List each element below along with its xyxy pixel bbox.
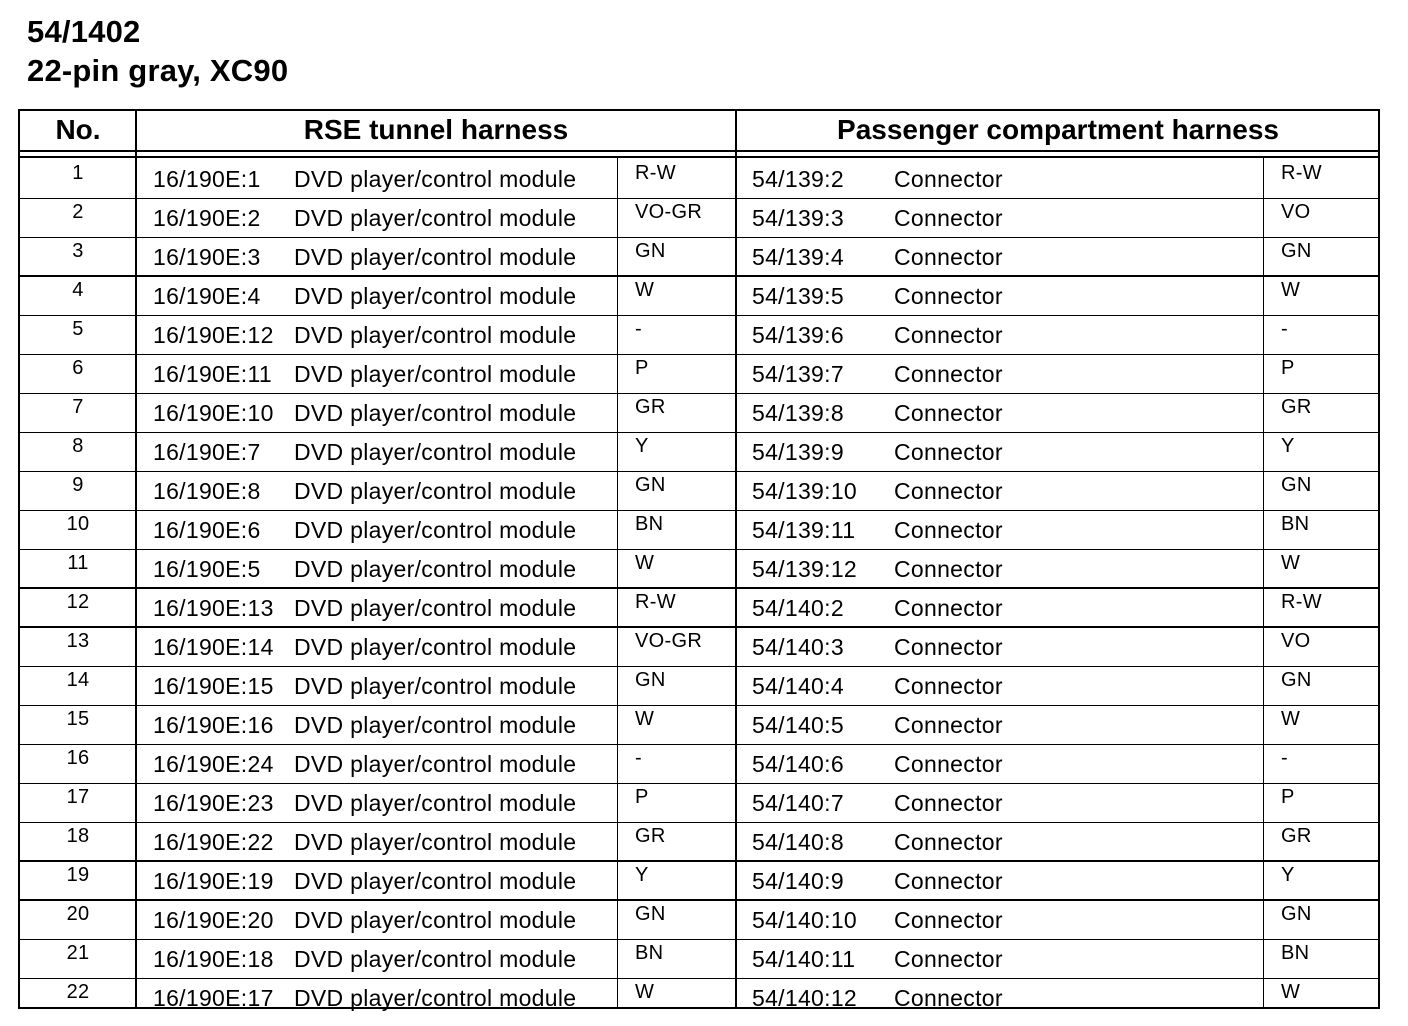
table-row	[20, 394, 1378, 433]
rse-pin: 16/190E:18	[153, 946, 274, 972]
passenger-pin: 54/140:9	[752, 868, 844, 894]
passenger-description: Connector	[894, 322, 1003, 348]
passenger-wire-color: P	[1281, 357, 1295, 379]
row-number: 20	[66, 903, 90, 925]
table-row	[20, 238, 1378, 277]
passenger-wire-color: VO	[1281, 201, 1311, 223]
header-rse: RSE tunnel harness	[303, 114, 569, 145]
passenger-pin: 54/139:3	[752, 205, 844, 231]
header-no: No.	[55, 114, 101, 145]
rse-wire-color: VO-GR	[635, 201, 703, 223]
row-number: 8	[72, 435, 84, 457]
table-row	[20, 160, 1378, 199]
passenger-description: Connector	[894, 946, 1003, 972]
pin-table	[18, 109, 1380, 1009]
passenger-description: Connector	[894, 478, 1003, 504]
rse-wire-color: W	[635, 552, 655, 574]
rse-pin: 16/190E:11	[153, 361, 272, 387]
passenger-wire-color: W	[1281, 279, 1301, 301]
rse-description: DVD player/control module	[294, 166, 577, 192]
rse-wire-color: W	[635, 279, 655, 301]
rse-wire-color: BN	[635, 942, 664, 964]
table-row	[20, 745, 1378, 784]
rse-description: DVD player/control module	[294, 283, 577, 309]
row-number: 10	[66, 513, 90, 535]
row-number: 7	[72, 396, 84, 418]
rse-pin: 16/190E:20	[153, 907, 274, 933]
passenger-description: Connector	[894, 439, 1003, 465]
rse-pin: 16/190E:5	[153, 556, 261, 582]
passenger-description: Connector	[894, 673, 1003, 699]
rse-description: DVD player/control module	[294, 205, 577, 231]
passenger-wire-color: W	[1281, 981, 1301, 1003]
passenger-pin: 54/139:4	[752, 244, 844, 270]
table-row	[20, 940, 1378, 979]
passenger-pin: 54/140:8	[752, 829, 844, 855]
rse-pin: 16/190E:10	[153, 400, 274, 426]
passenger-wire-color: GN	[1281, 903, 1312, 925]
passenger-description: Connector	[894, 712, 1003, 738]
rse-wire-color: P	[635, 786, 649, 808]
table-row	[20, 979, 1378, 1018]
rse-description: DVD player/control module	[294, 790, 577, 816]
rse-wire-color: R-W	[635, 162, 676, 184]
table-row	[20, 628, 1378, 667]
passenger-wire-color: VO	[1281, 630, 1311, 652]
header-divider	[20, 152, 1378, 158]
passenger-pin: 54/140:7	[752, 790, 844, 816]
row-number: 22	[66, 981, 90, 1003]
table-row	[20, 706, 1378, 745]
passenger-pin: 54/140:12	[752, 985, 858, 1011]
rse-wire-color: -	[635, 747, 642, 769]
rse-pin: 16/190E:22	[153, 829, 274, 855]
rse-pin: 16/190E:6	[153, 517, 261, 543]
rse-description: DVD player/control module	[294, 673, 577, 699]
rse-wire-color: R-W	[635, 591, 676, 613]
rse-wire-color: GN	[635, 903, 666, 925]
rse-pin: 16/190E:19	[153, 868, 274, 894]
rse-wire-color: GR	[635, 825, 666, 847]
table-row	[20, 316, 1378, 355]
passenger-pin: 54/140:3	[752, 634, 844, 660]
rse-wire-color: W	[635, 708, 655, 730]
passenger-wire-color: GR	[1281, 825, 1312, 847]
rse-description: DVD player/control module	[294, 244, 577, 270]
rse-wire-color: GN	[635, 474, 666, 496]
table-row	[20, 433, 1378, 472]
row-number: 9	[72, 474, 84, 496]
passenger-pin: 54/140:5	[752, 712, 844, 738]
table-row	[20, 667, 1378, 706]
rse-pin: 16/190E:12	[153, 322, 274, 348]
table-row	[20, 823, 1378, 862]
passenger-description: Connector	[894, 244, 1003, 270]
rse-description: DVD player/control module	[294, 439, 577, 465]
rse-wire-color: GN	[635, 669, 666, 691]
passenger-description: Connector	[894, 595, 1003, 621]
passenger-description: Connector	[894, 166, 1003, 192]
passenger-wire-color: P	[1281, 786, 1295, 808]
document-subtitle: 22-pin gray, XC90	[27, 53, 289, 88]
passenger-pin: 54/139:5	[752, 283, 844, 309]
rse-wire-color: BN	[635, 513, 664, 535]
passenger-wire-color: -	[1281, 318, 1288, 340]
rse-pin: 16/190E:3	[153, 244, 261, 270]
passenger-description: Connector	[894, 400, 1003, 426]
row-number: 16	[66, 747, 90, 769]
rse-description: DVD player/control module	[294, 478, 577, 504]
passenger-description: Connector	[894, 556, 1003, 582]
passenger-wire-color: R-W	[1281, 162, 1322, 184]
rse-pin: 16/190E:13	[153, 595, 274, 621]
rse-pin: 16/190E:16	[153, 712, 274, 738]
passenger-pin: 54/139:2	[752, 166, 844, 192]
passenger-description: Connector	[894, 829, 1003, 855]
rse-description: DVD player/control module	[294, 400, 577, 426]
table-row	[20, 784, 1378, 823]
passenger-pin: 54/140:6	[752, 751, 844, 777]
passenger-pin: 54/139:9	[752, 439, 844, 465]
table-row	[20, 511, 1378, 550]
rse-description: DVD player/control module	[294, 322, 577, 348]
passenger-wire-color: Y	[1281, 864, 1295, 886]
table-row	[20, 901, 1378, 940]
passenger-description: Connector	[894, 790, 1003, 816]
passenger-pin: 54/139:8	[752, 400, 844, 426]
rse-pin: 16/190E:17	[153, 985, 274, 1011]
table-row	[20, 199, 1378, 238]
passenger-pin: 54/140:4	[752, 673, 844, 699]
passenger-pin: 54/140:11	[752, 946, 856, 972]
passenger-description: Connector	[894, 634, 1003, 660]
row-number: 3	[72, 240, 84, 262]
row-number: 13	[66, 630, 90, 652]
rse-wire-color: W	[635, 981, 655, 1003]
row-number: 14	[66, 669, 90, 691]
rse-description: DVD player/control module	[294, 829, 577, 855]
table-row	[20, 862, 1378, 901]
rse-description: DVD player/control module	[294, 634, 577, 660]
row-number: 4	[72, 279, 84, 301]
passenger-pin: 54/139:12	[752, 556, 858, 582]
rse-pin: 16/190E:15	[153, 673, 274, 699]
passenger-pin: 54/139:7	[752, 361, 844, 387]
passenger-wire-color: -	[1281, 747, 1288, 769]
table-row	[20, 277, 1378, 316]
rse-description: DVD player/control module	[294, 595, 577, 621]
rse-description: DVD player/control module	[294, 712, 577, 738]
rse-description: DVD player/control module	[294, 556, 577, 582]
rse-wire-color: Y	[635, 435, 649, 457]
passenger-wire-color: GR	[1281, 396, 1312, 418]
passenger-description: Connector	[894, 517, 1003, 543]
passenger-wire-color: GN	[1281, 240, 1312, 262]
rse-pin: 16/190E:4	[153, 283, 261, 309]
passenger-wire-color: BN	[1281, 942, 1310, 964]
rse-wire-color: GN	[635, 240, 666, 262]
row-number: 15	[66, 708, 90, 730]
rse-description: DVD player/control module	[294, 907, 577, 933]
rse-pin: 16/190E:8	[153, 478, 261, 504]
passenger-pin: 54/139:6	[752, 322, 844, 348]
passenger-wire-color: W	[1281, 552, 1301, 574]
passenger-wire-color: R-W	[1281, 591, 1322, 613]
row-number: 6	[72, 357, 84, 379]
passenger-description: Connector	[894, 868, 1003, 894]
passenger-wire-color: Y	[1281, 435, 1295, 457]
rse-pin: 16/190E:14	[153, 634, 274, 660]
rse-description: DVD player/control module	[294, 751, 577, 777]
row-number: 11	[67, 552, 89, 574]
row-number: 1	[72, 162, 84, 184]
table-row	[20, 355, 1378, 394]
rse-pin: 16/190E:23	[153, 790, 274, 816]
passenger-description: Connector	[894, 985, 1003, 1011]
passenger-description: Connector	[894, 907, 1003, 933]
row-number: 17	[66, 786, 90, 808]
row-number: 12	[66, 591, 90, 613]
rse-pin: 16/190E:2	[153, 205, 261, 231]
rse-description: DVD player/control module	[294, 946, 577, 972]
rse-wire-color: P	[635, 357, 649, 379]
passenger-pin: 54/139:10	[752, 478, 858, 504]
document-title: 54/1402	[27, 14, 141, 49]
passenger-pin: 54/140:2	[752, 595, 844, 621]
passenger-pin: 54/140:10	[752, 907, 858, 933]
rse-wire-color: Y	[635, 864, 649, 886]
rse-wire-color: GR	[635, 396, 666, 418]
header-passenger: Passenger compartment harness	[837, 114, 1279, 145]
table-row	[20, 589, 1378, 628]
passenger-description: Connector	[894, 751, 1003, 777]
row-number: 18	[66, 825, 90, 847]
passenger-wire-color: BN	[1281, 513, 1310, 535]
rse-wire-color: VO-GR	[635, 630, 703, 652]
row-number: 2	[72, 201, 84, 223]
rse-description: DVD player/control module	[294, 361, 577, 387]
passenger-description: Connector	[894, 205, 1003, 231]
rse-wire-color: -	[635, 318, 642, 340]
passenger-pin: 54/139:11	[752, 517, 856, 543]
passenger-wire-color: GN	[1281, 474, 1312, 496]
passenger-wire-color: GN	[1281, 669, 1312, 691]
passenger-description: Connector	[894, 283, 1003, 309]
rse-description: DVD player/control module	[294, 868, 577, 894]
rse-pin: 16/190E:1	[153, 166, 261, 192]
passenger-description: Connector	[894, 361, 1003, 387]
rse-pin: 16/190E:7	[153, 439, 261, 465]
rse-description: DVD player/control module	[294, 985, 577, 1011]
row-number: 19	[66, 864, 90, 886]
rse-description: DVD player/control module	[294, 517, 577, 543]
table-header	[20, 111, 1378, 152]
row-number: 21	[66, 942, 90, 964]
table-row	[20, 472, 1378, 511]
row-number: 5	[72, 318, 84, 340]
table-row	[20, 550, 1378, 589]
passenger-wire-color: W	[1281, 708, 1301, 730]
rse-pin: 16/190E:24	[153, 751, 274, 777]
